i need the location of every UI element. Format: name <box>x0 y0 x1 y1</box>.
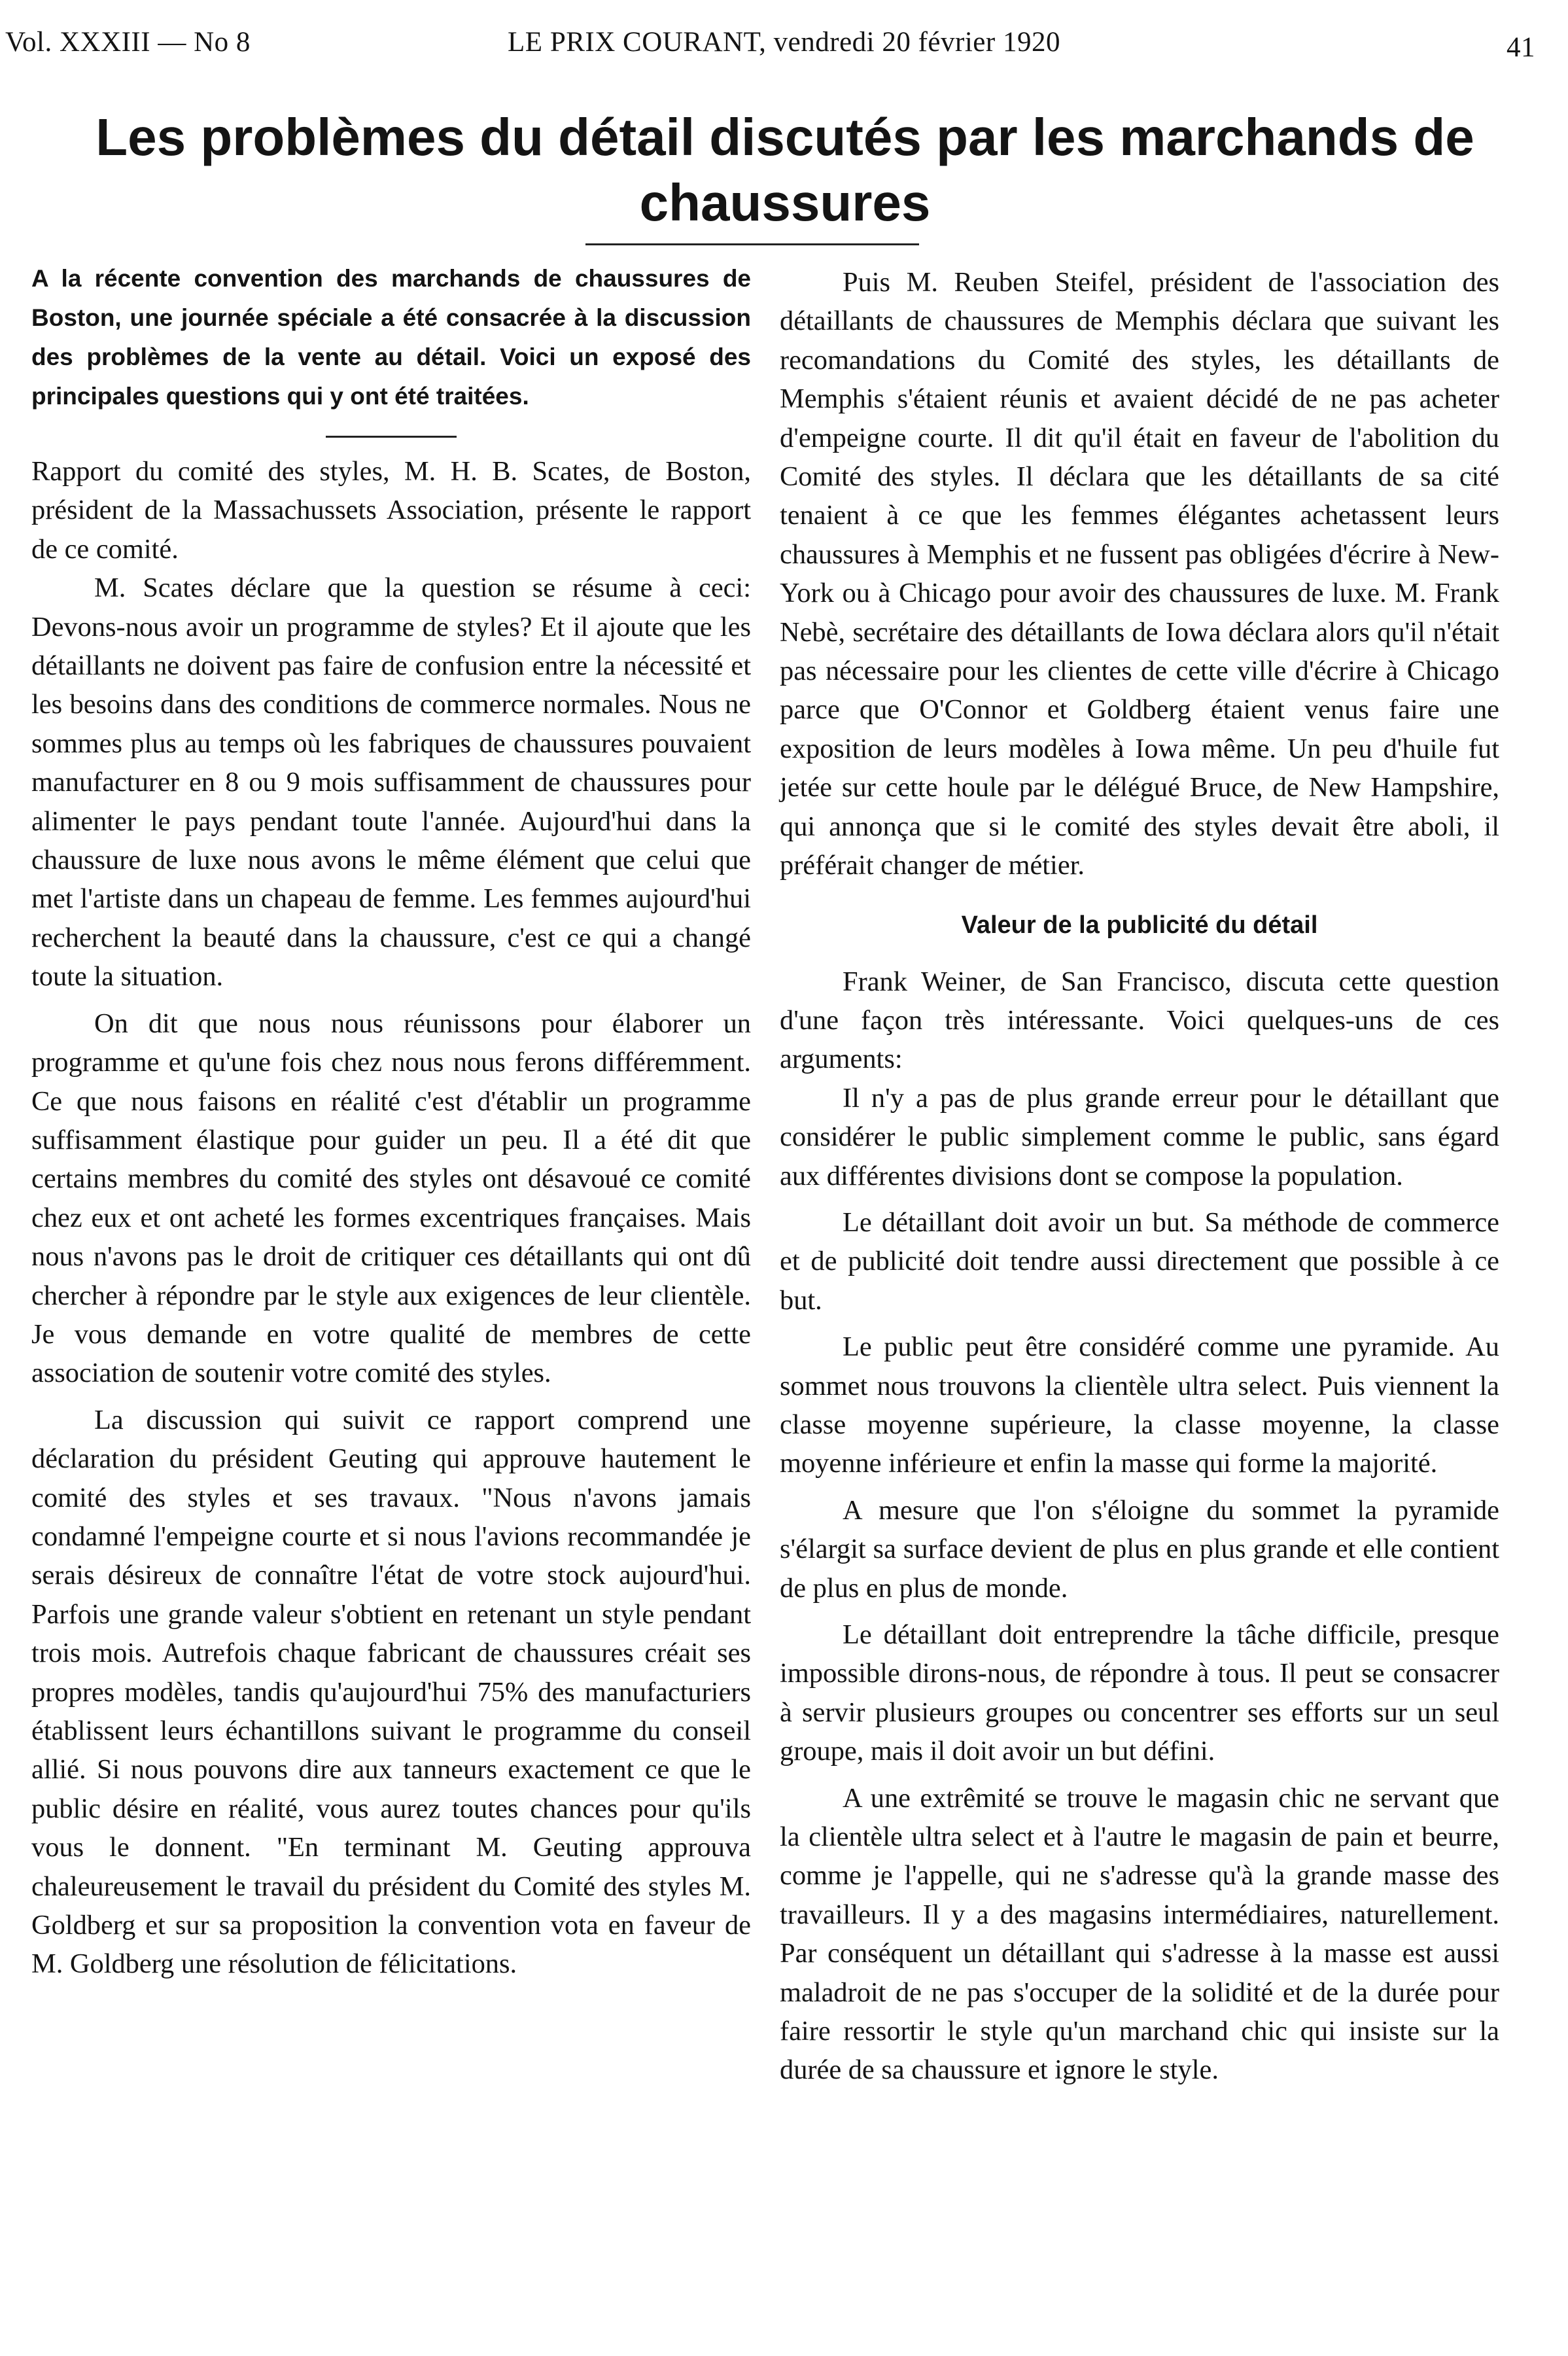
right-column <box>780 247 1499 2090</box>
volume-number: Vol. XXXIII — No 8 <box>5 27 251 58</box>
right-paragraph: Puis M. Reuben Steifel, président de l'association des détaillants de chaussures de Memphis déclara que suivant les recomandations du Comité des styles, les détaillants de Memphis s'étaient réunis et avaient décidé de ne pas acheter d'empeigne courte. Il dit qu'il était en faveur de l'abolition du Comité des styles. Il déclara que les détaillants de sa cité tenaient à ce que les femmes élégantes achetassent leurs chaussures à Memphis et ne fussent pas obligées d'écrire à New-York ou à Chicago pour avoir des chaussures de luxe. M. Frank Nebè, secrétaire des détaillants de Iowa déclara alors qu'il n'était pas nécessaire pour les clientes de cette ville d'écrire à Chicago parce que O'Connor et Goldberg étaient venus faire une exposition de leurs modèles à Iowa même. Un peu d'huile fut jetée sur cette houle par le délégué Bruce, de New Hampshire, qui annonça que si le comité des styles devait être aboli, il préférait changer de métier. <box>780 267 1499 881</box>
article-title: Les problèmes du détail discutés par les marchands de chaussures <box>96 108 1474 232</box>
left-paragraph: M. Scates déclare que la question se résume à ceci: Devons-nous avoir un programme de styles? Et il ajoute que les détaillants ne doivent pas faire de confusion entre la nécessité et les besoins dans des conditions de commerce normales. Nous ne sommes plus au temps où les fabriques de chaussures pouvaient manufacturer en 8 ou 9 mois suffisamment de chaussures pour alimenter le pays pendant toute l'année. Aujourd'hui dans la chaussure de luxe nous avons le même élément que celui que met l'artiste dans un chapeau de femme. Les femmes aujourd'hui recherchent la beauté dans la chaussure, c'est ce qui a changé toute la situation. <box>31 572 751 993</box>
publication-line: LE PRIX COURANT, vendredi 20 février 1920 <box>508 27 1060 58</box>
title-divider <box>585 243 919 245</box>
left-paragraph: On dit que nous nous réunissons pour élaborer un programme et qu'une fois chez nous nous ferons différemment. Ce que nous faisons en réalité c'est d'établir un programme suffisamment élastique pour guider un peu. Il a été dit que certains membres du comité des styles ont désavoué ce comité chez eux et ont acheté les formes excentriques françaises. Mais nous n'avons pas le droit de critiquer ces détaillants qui ont dû chercher à répondre par le style aux exigences de leur clientèle. Je vous demande en votre qualité de membres de cette association de soutenir votre comité des styles. <box>31 1008 751 1389</box>
right-paragraph: Le détaillant doit entreprendre la tâche difficile, presque impossible dirons-nous, de répondre à tous. Il peut se consacrer à servir plusieurs groupes ou concentrer ses efforts sur un seul groupe, mais il doit avoir un but défini. <box>780 1619 1499 1767</box>
page-header <box>0 26 1568 72</box>
right-paragraph: Il n'y a pas de plus grande erreur pour le détaillant que considérer le public simplement comme le public, sans égard aux différentes divisions dont se compose la population. <box>780 1082 1499 1191</box>
right-paragraph: A une extrêmité se trouve le magasin chic ne servant que la clientèle ultra select et à l'autre le magasin de pain et beurre, comme je l'appelle, qui ne s'adresse qu'à la grande masse des travailleurs. Il y a des magasins intermédiaires, naturellement. Par conséquent un détaillant qui s'adresse à la masse est aussi maladroit de ne pas s'occuper de la solidité et de la durée pour faire ressortir le style qu'un marchand chic qui insiste sur la durée de sa chaussure et ignore le style. <box>780 1782 1499 2086</box>
page-number: 41 <box>1507 32 1535 63</box>
left-paragraph: Rapport du comité des styles, M. H. B. Scates, de Boston, président de la Massachussets Association, présente le rapport de ce comité. <box>31 456 751 565</box>
right-paragraph: Le détaillant doit avoir un but. Sa méthode de commerce et de publicité doit tendre aussi directement que possible à ce but. <box>780 1206 1499 1316</box>
intro-divider <box>326 436 457 438</box>
right-paragraph: A mesure que l'on s'éloigne du sommet la pyramide s'élargit sa surface devient de plus en plus grande et elle contient de plus en plus de monde. <box>780 1494 1499 1604</box>
right-paragraph: Le public peut être considéré comme une pyramide. Au sommet nous trouvons la clientèle ultra select. Puis viennent la classe moyenne supérieure, la classe moyenne, la classe moyenne inférieure et enfin la masse qui forme la majorité. <box>780 1331 1499 1479</box>
section-subheading: Valeur de la publicité du détail <box>961 911 1318 939</box>
article-intro: A la récente convention des marchands de chaussures de Boston, une journée spéciale a été consacrée à la discussion des problèmes de la vente au détail. Voici un exposé des principales questions qui y ont été traitées. <box>31 265 751 410</box>
left-column <box>31 247 751 1984</box>
right-paragraph: Frank Weiner, de San Francisco, discuta cette question d'une façon très intéressante. Voici quelques-uns de ces arguments: <box>780 966 1499 1075</box>
left-paragraph: La discussion qui suivit ce rapport comprend une déclaration du président Geuting qui approuve hautement le comité des styles et ses travaux. "Nous n'avons jamais condamné l'empeigne courte et si nous l'avions recommandée je serais désireux de connaître l'état de votre stock aujourd'hui. Parfois une grande valeur s'obtient en retenant un style pendant trois mois. Autrefois chaque fabricant de chaussures créait ses propres modèles, tandis qu'aujourd'hui 75% des manufacturiers établissent leurs échantillons suivant le programme du conseil allié. Si nous pouvons dire aux tanneurs exactement ce que le public désire en réalité, vous aurez toutes chances pour qu'ils vous le donnent. "En terminant M. Geuting approuva chaleureusement le travail du président du Comité des styles M. Goldberg et sur sa proposition la convention vota en faveur de M. Goldberg une résolution de félicitations. <box>31 1404 751 1980</box>
